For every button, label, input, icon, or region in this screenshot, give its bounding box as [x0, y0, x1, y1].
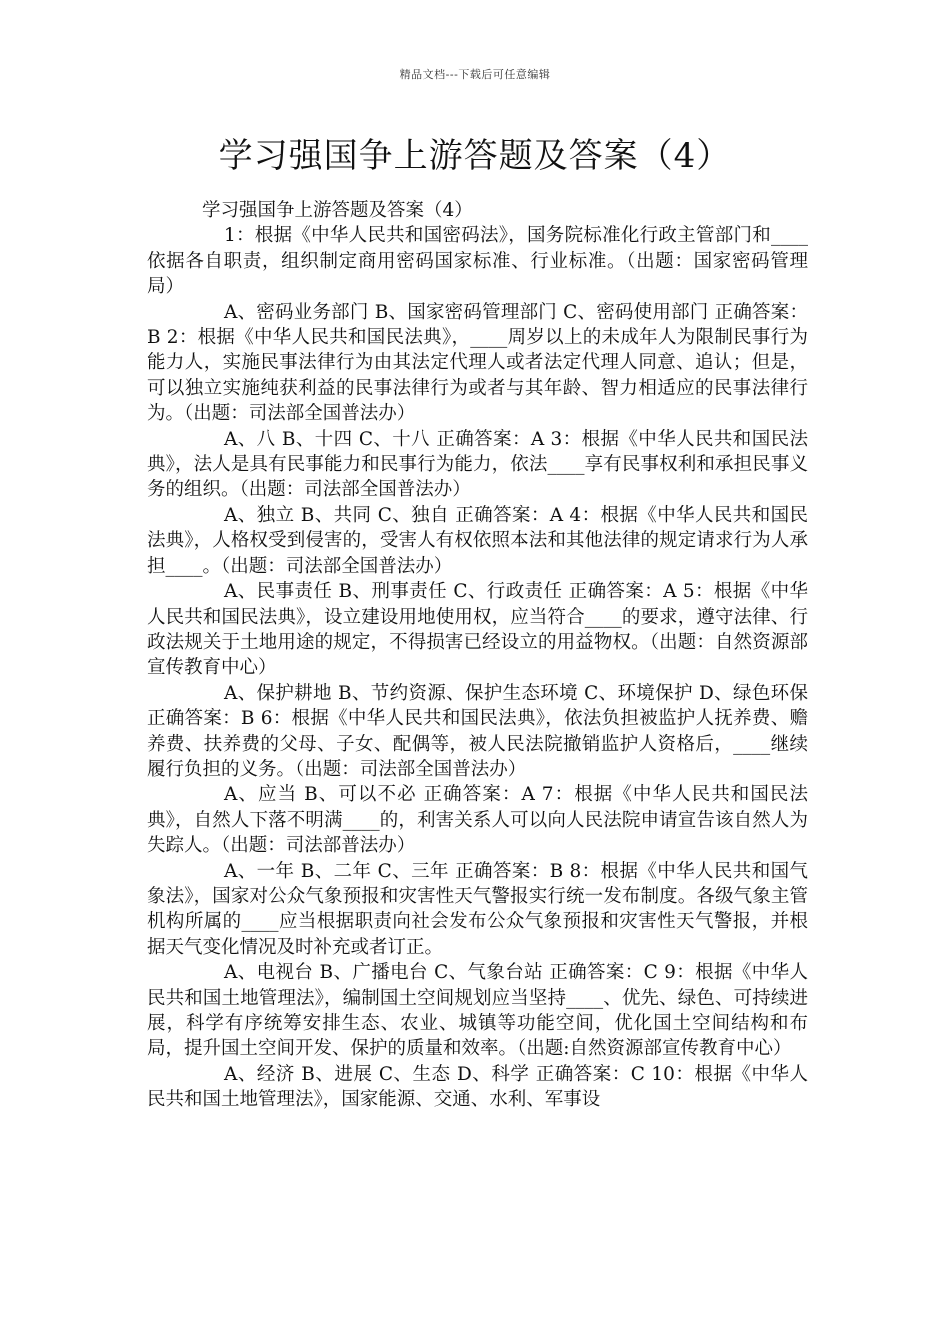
question-paragraph: A、密码业务部门 B、国家密码管理部门 C、密码使用部门 正确答案：B 2：根据《中华人民共和国民法典》，____周岁以上的未成年人为限制民事行为能力人，实施民事法律行为由其法定代理人或者法定代理人同意、追认；但是，可以独立实施纯获利益的民事法律行为或者与其年龄、智力相适应的民事法律行为。（出题：司法部全国普法办） [147, 301, 808, 425]
question-paragraph: A、八 B、十四 C、十八 正确答案：A 3：根据《中华人民共和国民法典》，法人是具有民事能力和民事行为能力，依法____享有民事权利和承担民事义务的组织。（出题：司法部全国普法办） [147, 428, 808, 501]
question-paragraph: A、应当 B、可以不必 正确答案：A 7：根据《中华人民共和国民法典》，自然人下落不明满____的，利害关系人可以向人民法院申请宣告该自然人为失踪人。（出题：司法部普法办） [147, 784, 808, 857]
document-body [147, 198, 808, 1113]
question-paragraph: A、独立 B、共同 C、独自 正确答案：A 4：根据《中华人民共和国民法典》，人格权受到侵害的，受害人有权依照本法和其他法律的规定请求行为人承担____。（出题：司法部全国普法办） [147, 504, 808, 577]
question-paragraph: A、保护耕地 B、节约资源、保护生态环境 C、环境保护 D、绿色环保 正确答案：B 6：根据《中华人民共和国民法典》，依法负担被监护人抚养费、赡养费、扶养费的父母、子女、配偶等，被人民法院撤销监护人资格后，____继续履行负担的义务。（出题：司法部全国普法办） [147, 682, 808, 780]
question-paragraph: 1：根据《中华人民共和国密码法》，国务院标准化行政主管部门和____依据各自职责，组织制定商用密码国家标准、行业标准。（出题：国家密码管理局） [147, 225, 808, 298]
document-title: 学习强国争上游答题及答案（4） [218, 136, 732, 176]
header-note: 精品文档---下载后可任意编辑 [399, 68, 551, 81]
question-paragraph: A、经济 B、进展 C、生态 D、科学 正确答案：C 10：根据《中华人民共和国土地管理法》，国家能源、交通、水利、军事设 [147, 1063, 808, 1111]
question-paragraph: A、民事责任 B、刑事责任 C、行政责任 正确答案：A 5：根据《中华人民共和国民法典》，设立建设用地使用权，应当符合____的要求，遵守法律、行政法规关于土地用途的规定，不得损害已经设立的用益物权。（出题：自然资源部宣传教育中心） [147, 581, 808, 679]
document-subtitle: 学习强国争上游答题及答案（4） [202, 200, 473, 221]
question-paragraph: A、电视台 B、广播电台 C、气象台站 正确答案：C 9：根据《中华人民共和国土地管理法》，编制国土空间规划应当坚持____、优先、绿色、可持续进展，科学有序统筹安排生态、农业、城镇等功能空间，优化国土空间结构和布局，提升国土空间开发、保护的质量和效率。（出题:自然资源部宣传教育中心） [147, 962, 808, 1060]
question-paragraph: A、一年 B、二年 C、三年 正确答案：B 8：根据《中华人民共和国气象法》，国家对公众气象预报和灾害性天气警报实行统一发布制度。各级气象主管机构所属的____应当根据职责向社会发布公众气象预报和灾害性天气警报，并根据天气变化情况及时补充或者订正。 [147, 860, 808, 958]
